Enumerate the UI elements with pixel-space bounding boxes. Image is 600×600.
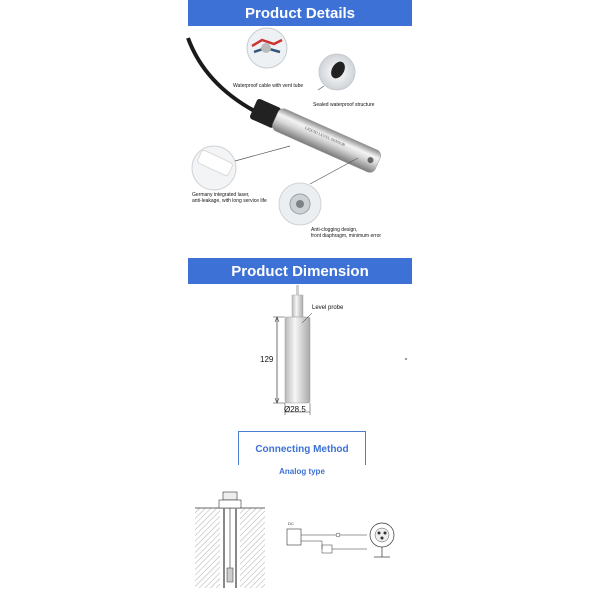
well-installation-svg: [195, 490, 265, 590]
installation-diagram: [195, 490, 265, 590]
probe-engraving-small: LIQUID LEVEL SENSOR: [304, 124, 347, 148]
cable-callout: Waterproof cable with vent tube: [233, 83, 304, 89]
laser-callout: [192, 192, 292, 204]
dimension-drawing: [240, 285, 380, 420]
product-details-banner: [188, 0, 412, 26]
connecting-method-title: Connecting Method: [255, 443, 349, 455]
product-details-illustration: [180, 26, 420, 250]
product-details-title: Product Details: [244, 4, 356, 22]
cable-detail-circle: [247, 28, 287, 68]
product-dimension-banner: [188, 258, 412, 284]
probe-body: [249, 97, 383, 174]
stray-dot: [405, 358, 407, 360]
clogging-callout-line-1: Anti-clogging design,: [311, 227, 358, 233]
analog-type-text: Analog type: [276, 467, 328, 476]
product-dimension-title: Product Dimension: [231, 262, 369, 280]
probe-dimension-drawing: [240, 285, 380, 420]
laser-detail-circle: [192, 146, 236, 190]
laser-callout-line-1: Germany integrated laser,: [192, 192, 250, 198]
wiring-diagram: [282, 515, 402, 570]
probe-outline: [285, 317, 310, 403]
clogging-callout-line-2: front diaphragm, minimum error: [311, 233, 382, 239]
structure-callout: Sealed waterproof structure: [313, 102, 375, 108]
structure-detail-circle: [319, 54, 355, 90]
sensor-illustration: [180, 26, 420, 250]
clogging-callout: [311, 227, 411, 239]
laser-callout-line-2: anti-leakage, with long service life: [192, 198, 267, 204]
length-value: 129: [260, 355, 274, 364]
analog-type-label: [238, 465, 366, 477]
svg-text:DC: DC: [288, 521, 294, 526]
analog-wiring-svg: [282, 515, 402, 570]
clogging-detail-circle: [279, 183, 321, 225]
level-probe-label: Level probe: [312, 305, 344, 311]
diameter-value: Ø28.5: [284, 405, 306, 414]
